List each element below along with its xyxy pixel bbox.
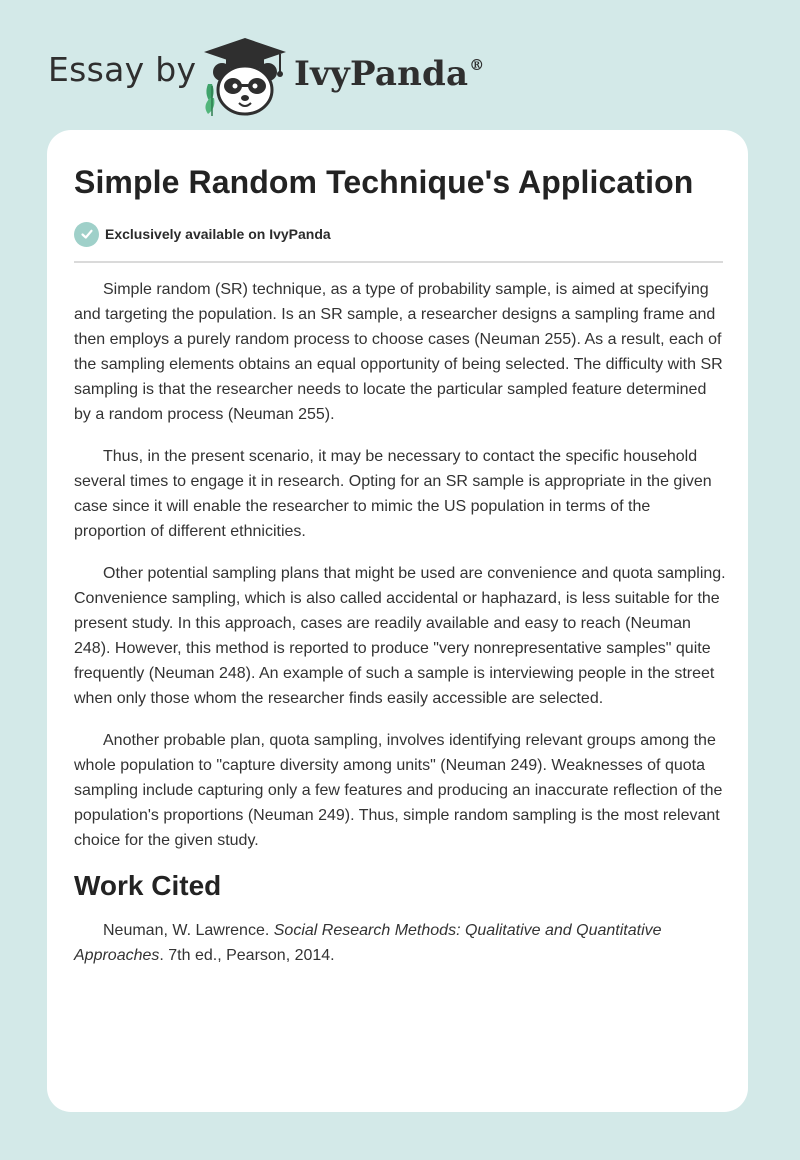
citation-entry xyxy=(74,918,726,968)
registered-mark: ® xyxy=(469,56,485,74)
paragraph-4: Another probable plan, quota sampling, involves identifying relevant groups among the whole population to "capture diversity among units" (Neuman 249). Weaknesses of quota sampling include capturing only a few features and producing an inaccurate reflection of the population's proportions (Neuman 249). Thus, simple random sampling is the most relevant choice for the given study. xyxy=(74,732,723,849)
citation-book-title: Social Research Methods: Qualitative and Quantitative Approaches xyxy=(74,922,662,964)
citation-author: Neuman, W. Lawrence. xyxy=(103,922,274,939)
divider xyxy=(74,261,723,263)
essay-body xyxy=(74,277,726,985)
page-title: Simple Random Technique's Application xyxy=(74,164,694,200)
panda-logo-icon xyxy=(202,36,288,118)
check-icon xyxy=(74,222,99,247)
paragraph-1: Simple random (SR) technique, as a type of probability sample, is aimed at specifying and targeting the population. Is an SR sample, a researcher designs a sampling frame and then employs a purely random process to choose cases (Neuman 255). As a result, each of the sampling elements obtains an equal opportunity of being selected. The difficulty with SR sampling is that the researcher needs to locate the particular sampled feature determined by a random process (Neuman 255). xyxy=(74,281,723,423)
exclusive-badge xyxy=(74,221,331,247)
essay-by-label: Essay by xyxy=(48,50,197,89)
paragraph-3: Other potential sampling plans that might be used are convenience and quota sampling. Convenience sampling, which is also called accidental or haphazard, is less suitable for the present study. In this approach, cases are readily available and easy to reach (Neuman 248). However, this method is reported to produce "very nonrepresentative samples" quite frequently (Neuman 248). An example of such a sample is interviewing people in the street when only those whom the researcher finds easily accessible are selected. xyxy=(74,565,726,707)
badge-label: Exclusively available on IvyPanda xyxy=(105,226,331,242)
works-cited-heading: Work Cited xyxy=(74,870,222,901)
paragraph-2: Thus, in the present scenario, it may be necessary to contact the specific household several times to engage it in research. Opting for an SR sample is appropriate in the given case since it will enable the researcher to mimic the US population in terms of the proportion of different ethnicities. xyxy=(74,448,712,540)
essay-card xyxy=(47,130,748,1112)
brand-name: IvyPanda® xyxy=(294,54,485,94)
citation-details: . 7th ed., Pearson, 2014. xyxy=(159,947,335,964)
site-header xyxy=(48,28,568,118)
